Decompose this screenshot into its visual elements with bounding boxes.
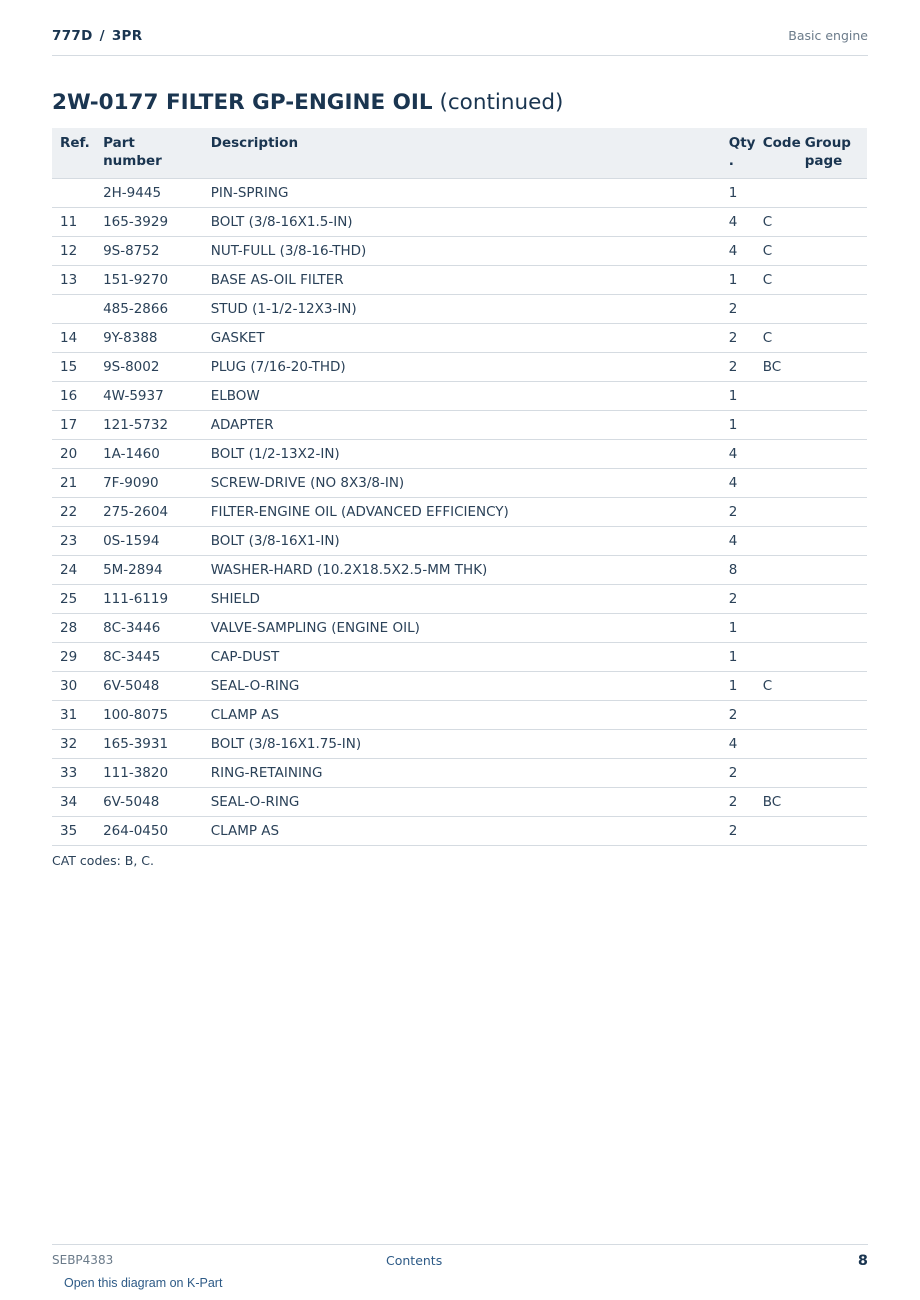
cell-part-number: 165-3929 [95, 208, 203, 237]
table-row [52, 643, 867, 672]
cell-description: NUT-FULL (3/8-16-THD) [203, 237, 721, 266]
cell-ref: 21 [52, 469, 95, 498]
cell-group-page [797, 759, 867, 788]
table-row [52, 730, 867, 759]
parts-table-body [52, 179, 867, 846]
table-row [52, 556, 867, 585]
table-row [52, 353, 867, 382]
cell-code: BC [755, 788, 797, 817]
cell-ref: 24 [52, 556, 95, 585]
cell-code: C [755, 266, 797, 295]
cell-qty: 2 [721, 788, 755, 817]
cell-code: C [755, 324, 797, 353]
cell-qty: 4 [721, 237, 755, 266]
cell-part-number: 485-2866 [95, 295, 203, 324]
cell-group-page [797, 208, 867, 237]
table-row [52, 759, 867, 788]
cell-description: ADAPTER [203, 411, 721, 440]
cell-description: GASKET [203, 324, 721, 353]
cell-part-number: 165-3931 [95, 730, 203, 759]
cell-code [755, 817, 797, 846]
cell-ref: 22 [52, 498, 95, 527]
cell-ref: 13 [52, 266, 95, 295]
cat-codes-note: CAT codes: B, C. [52, 853, 154, 868]
cell-qty: 1 [721, 266, 755, 295]
cell-code: BC [755, 353, 797, 382]
cell-part-number: 5M-2894 [95, 556, 203, 585]
cell-qty: 4 [721, 527, 755, 556]
page-title-suffix: (continued) [439, 90, 564, 115]
cell-description: VALVE-SAMPLING (ENGINE OIL) [203, 614, 721, 643]
cell-description: BASE AS-OIL FILTER [203, 266, 721, 295]
parts-table-header [52, 128, 867, 179]
table-row [52, 179, 867, 208]
cell-part-number: 0S-1594 [95, 527, 203, 556]
cell-description: CAP-DUST [203, 643, 721, 672]
cell-part-number: 111-3820 [95, 759, 203, 788]
open-kpart-diagram-link[interactable]: Open this diagram on K-Part [64, 1276, 223, 1290]
cell-group-page [797, 701, 867, 730]
cell-part-number: 7F-9090 [95, 469, 203, 498]
page-title-main: 2W-0177 FILTER GP-ENGINE OIL [52, 90, 433, 115]
cell-code: C [755, 672, 797, 701]
column-header-label: Ref. [60, 135, 90, 151]
breadcrumb-separator: / [99, 28, 105, 44]
cell-part-number: 111-6119 [95, 585, 203, 614]
cell-group-page [797, 179, 867, 208]
table-row [52, 208, 867, 237]
cell-code [755, 382, 797, 411]
cell-part-number: 121-5732 [95, 411, 203, 440]
table-row [52, 614, 867, 643]
cell-group-page [797, 295, 867, 324]
cell-description: CLAMP AS [203, 701, 721, 730]
cell-qty: 2 [721, 701, 755, 730]
cell-group-page [797, 266, 867, 295]
page-header [52, 28, 868, 56]
cell-part-number: 4W-5937 [95, 382, 203, 411]
cell-code [755, 469, 797, 498]
column-header-qty [721, 128, 755, 179]
cell-description: SEAL-O-RING [203, 788, 721, 817]
cell-code [755, 295, 797, 324]
cell-group-page [797, 527, 867, 556]
column-header-group-page [797, 128, 867, 179]
table-row [52, 817, 867, 846]
cell-code [755, 701, 797, 730]
cell-ref: 34 [52, 788, 95, 817]
cell-code [755, 440, 797, 469]
cell-part-number: 264-0450 [95, 817, 203, 846]
cell-part-number: 6V-5048 [95, 788, 203, 817]
cell-description: CLAMP AS [203, 817, 721, 846]
cell-group-page [797, 498, 867, 527]
cell-group-page [797, 585, 867, 614]
cell-description: BOLT (1/2-13X2-IN) [203, 440, 721, 469]
cell-description: SHIELD [203, 585, 721, 614]
column-header-label: Qty . [728, 135, 756, 169]
cell-code [755, 643, 797, 672]
cell-group-page [797, 324, 867, 353]
table-row [52, 701, 867, 730]
cell-qty: 2 [721, 353, 755, 382]
column-header-code [755, 128, 801, 179]
parts-table [52, 128, 867, 846]
cell-part-number: 8C-3446 [95, 614, 203, 643]
table-row [52, 411, 867, 440]
cell-part-number: 2H-9445 [95, 179, 203, 208]
page-number: 8 [857, 1253, 868, 1269]
cell-description: STUD (1-1/2-12X3-IN) [203, 295, 721, 324]
column-header-label: Code [762, 135, 801, 151]
cell-code [755, 556, 797, 585]
cell-part-number: 6V-5048 [95, 672, 203, 701]
cell-group-page [797, 353, 867, 382]
cell-group-page [797, 817, 867, 846]
cell-ref: 25 [52, 585, 95, 614]
cell-part-number: 151-9270 [95, 266, 203, 295]
table-row [52, 295, 867, 324]
cell-group-page [797, 672, 867, 701]
cell-part-number: 9S-8752 [95, 237, 203, 266]
cell-ref: 14 [52, 324, 95, 353]
cell-description: ELBOW [203, 382, 721, 411]
page-title [52, 90, 563, 115]
cell-group-page [797, 382, 867, 411]
cell-part-number: 1A-1460 [95, 440, 203, 469]
cell-code [755, 759, 797, 788]
document-code: SEBP4383 [52, 1253, 114, 1267]
cell-code [755, 614, 797, 643]
cell-qty: 1 [721, 614, 755, 643]
cell-description: RING-RETAINING [203, 759, 721, 788]
column-header-label: Group page [804, 135, 851, 169]
cell-description: SCREW-DRIVE (NO 8X3/8-IN) [203, 469, 721, 498]
cell-qty: 1 [721, 643, 755, 672]
cell-ref: 32 [52, 730, 95, 759]
cell-description: BOLT (3/8-16X1.75-IN) [203, 730, 721, 759]
table-row [52, 672, 867, 701]
table-row [52, 527, 867, 556]
cell-group-page [797, 614, 867, 643]
column-header-description [203, 128, 721, 179]
cell-ref: 23 [52, 527, 95, 556]
model-name: 777D [52, 28, 93, 44]
cell-group-page [797, 788, 867, 817]
cell-group-page [797, 440, 867, 469]
column-header-ref [52, 128, 95, 179]
cell-code [755, 585, 797, 614]
cell-code: C [755, 237, 797, 266]
cell-part-number: 275-2604 [95, 498, 203, 527]
cell-qty: 2 [721, 324, 755, 353]
cell-group-page [797, 469, 867, 498]
cell-qty: 2 [721, 817, 755, 846]
cell-ref [52, 179, 95, 208]
cell-ref: 30 [52, 672, 95, 701]
cell-qty: 2 [721, 498, 755, 527]
column-header-label: Part number [103, 135, 162, 169]
cell-part-number: 100-8075 [95, 701, 203, 730]
cell-qty: 1 [721, 672, 755, 701]
table-row [52, 266, 867, 295]
table-row [52, 440, 867, 469]
cell-qty: 2 [721, 759, 755, 788]
cell-code [755, 411, 797, 440]
cell-ref: 33 [52, 759, 95, 788]
cell-qty: 2 [721, 585, 755, 614]
cell-qty: 2 [721, 295, 755, 324]
table-row [52, 382, 867, 411]
cell-ref: 29 [52, 643, 95, 672]
cell-description: BOLT (3/8-16X1-IN) [203, 527, 721, 556]
cell-qty: 1 [721, 382, 755, 411]
cell-ref: 28 [52, 614, 95, 643]
cell-code [755, 179, 797, 208]
cell-description: PLUG (7/16-20-THD) [203, 353, 721, 382]
cell-qty: 1 [721, 411, 755, 440]
cell-description: PIN-SPRING [203, 179, 721, 208]
table-row [52, 324, 867, 353]
cell-qty: 4 [721, 730, 755, 759]
table-row [52, 585, 867, 614]
cell-ref: 31 [52, 701, 95, 730]
cell-part-number: 9S-8002 [95, 353, 203, 382]
column-header-label: Description [210, 135, 299, 151]
header-row [52, 128, 867, 179]
cell-description: FILTER-ENGINE OIL (ADVANCED EFFICIENCY) [203, 498, 721, 527]
contents-link[interactable]: Contents [386, 1253, 443, 1268]
cell-qty: 8 [721, 556, 755, 585]
column-header-part-number [95, 128, 203, 179]
cell-group-page [797, 237, 867, 266]
cell-qty: 4 [721, 208, 755, 237]
cell-ref: 11 [52, 208, 95, 237]
cell-group-page [797, 730, 867, 759]
cell-ref: 15 [52, 353, 95, 382]
cell-part-number: 8C-3445 [95, 643, 203, 672]
cell-code [755, 498, 797, 527]
model-breadcrumb [52, 28, 142, 44]
cell-description: WASHER-HARD (10.2X18.5X2.5-MM THK) [203, 556, 721, 585]
cell-group-page [797, 556, 867, 585]
cell-ref: 35 [52, 817, 95, 846]
cell-description: SEAL-O-RING [203, 672, 721, 701]
section-label: Basic engine [788, 28, 868, 43]
cell-qty: 4 [721, 440, 755, 469]
table-row [52, 469, 867, 498]
page-footer [52, 1244, 868, 1275]
cell-ref: 17 [52, 411, 95, 440]
cell-group-page [797, 643, 867, 672]
cell-ref: 12 [52, 237, 95, 266]
cell-ref [52, 295, 95, 324]
table-row [52, 237, 867, 266]
cell-code [755, 527, 797, 556]
cell-ref: 16 [52, 382, 95, 411]
cell-qty: 4 [721, 469, 755, 498]
cell-qty: 1 [721, 179, 755, 208]
serial-prefix: 3PR [111, 28, 143, 44]
cell-code: C [755, 208, 797, 237]
cell-description: BOLT (3/8-16X1.5-IN) [203, 208, 721, 237]
cell-code [755, 730, 797, 759]
table-row [52, 788, 867, 817]
cell-ref: 20 [52, 440, 95, 469]
table-row [52, 498, 867, 527]
cell-group-page [797, 411, 867, 440]
cell-part-number: 9Y-8388 [95, 324, 203, 353]
